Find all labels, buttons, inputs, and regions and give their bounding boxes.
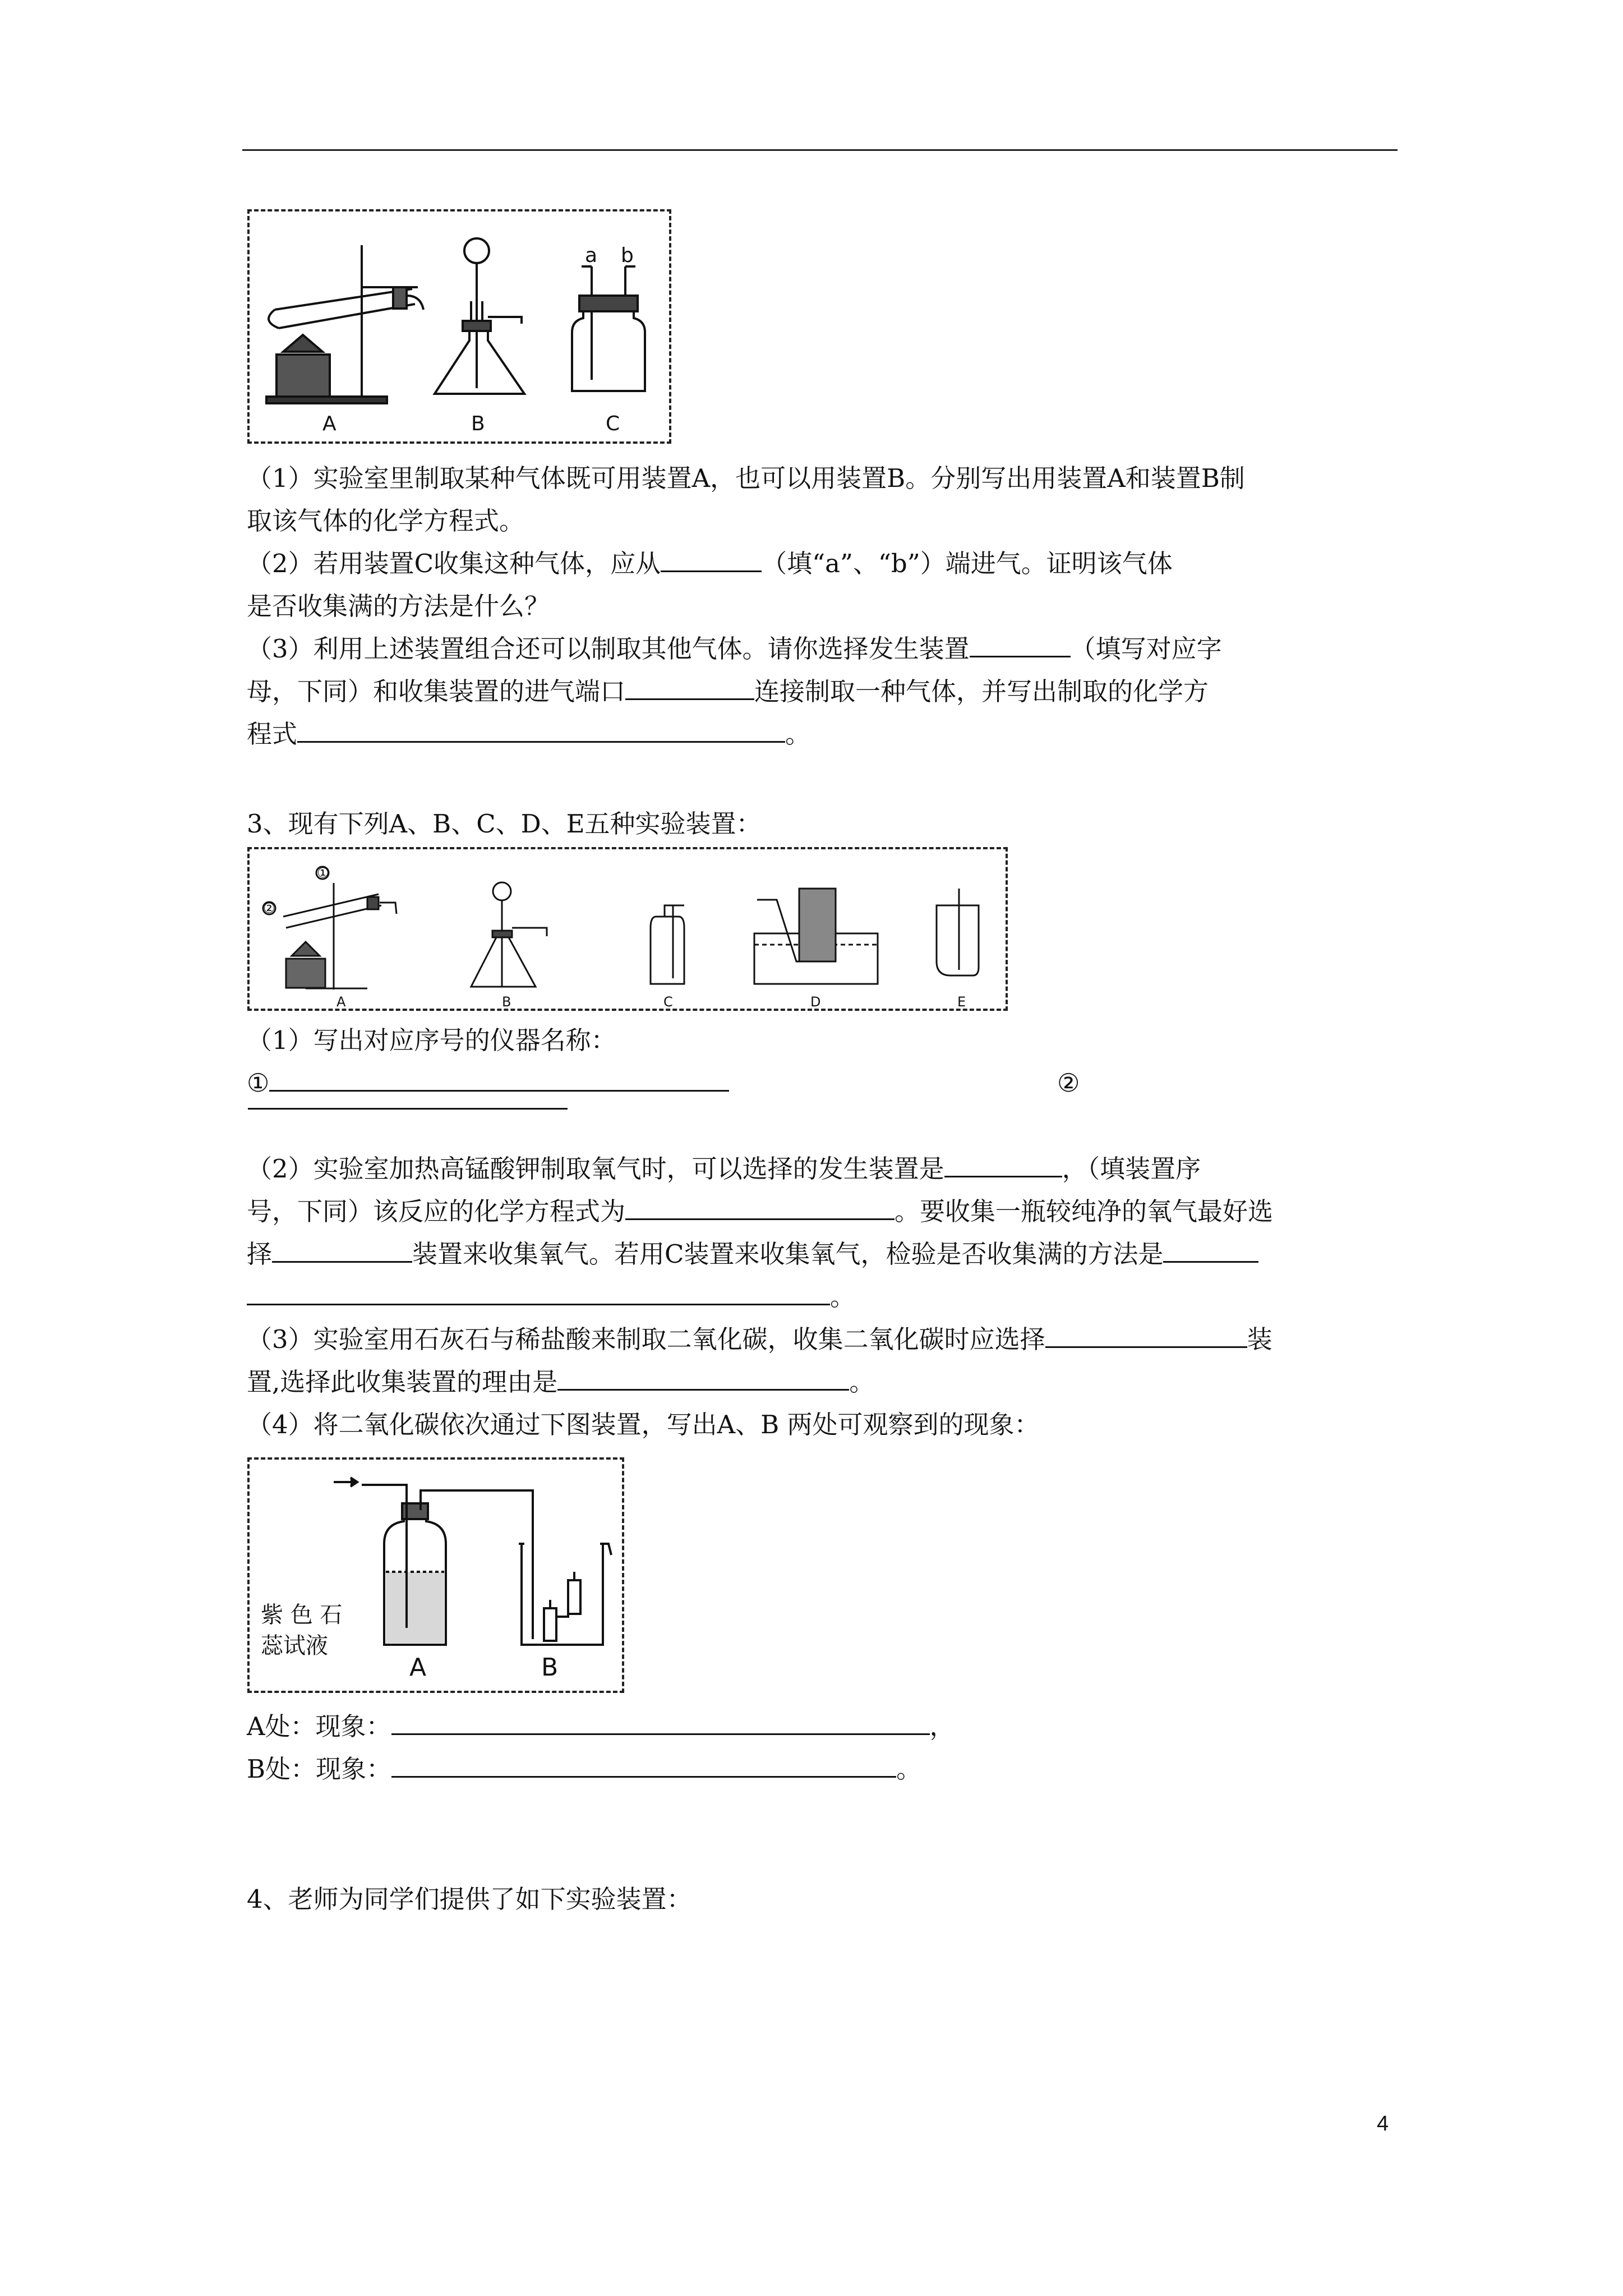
q3-a-observation: A处：现象： ， (247, 1705, 955, 1748)
answer-blank[interactable] (1163, 1233, 1258, 1263)
co2-apparatus-drawing (250, 1460, 626, 1695)
q3-p4: （4）将二氧化碳依次通过下图装置，写出A、B 两处可观察到的现象： (247, 1410, 1040, 1439)
q2-apparatus-drawing (250, 211, 674, 446)
q3-p1: （1）写出对应序号的仪器名称： (247, 1025, 616, 1055)
q2-label-A: A (322, 412, 336, 435)
q3-figure (247, 847, 1008, 1011)
answer-blank[interactable] (297, 713, 785, 743)
q3-p3-line1: （3）实验室用石灰石与稀盐酸来制取二氧化碳，收集二氧化碳时应选择 装 (247, 1318, 1272, 1361)
q2-p1-line2: 取该气体的化学方程式。 (247, 506, 525, 536)
q3-p1-marker2: ② (1057, 1068, 1080, 1098)
answer-blank[interactable] (269, 1062, 729, 1092)
q3-p3-line2: 置,选择此收集装置的理由是 。 (247, 1361, 874, 1404)
q3-p2-line2: 号，下同）该反应的化学方程式为 。要收集一瓶较纯净的氧气最好选 (247, 1190, 1273, 1233)
co2-fig-label-B: B (541, 1653, 559, 1682)
q3-p1-answers: ① (247, 1062, 729, 1105)
answer-blank[interactable] (391, 1705, 930, 1735)
answer-blank[interactable] (272, 1233, 412, 1263)
q2-p2-line2: 是否收集满的方法是什么？ (247, 591, 550, 621)
q2-p1-line1: （1）实验室里制取某种气体既可用装置A，也可以用装置B。分别写出用装置A和装置B制 (247, 463, 1245, 493)
answer-blank[interactable] (391, 1748, 896, 1778)
q3-p2-line3: 择 装置来收集氧气。若用C装置来收集氧气，检验是否收集满的方法是 (247, 1233, 1258, 1276)
co2-fig-label-A: A (409, 1653, 427, 1682)
answer-blank[interactable] (661, 542, 762, 572)
q3-heading: 3、现有下列A、B、C、D、E五种实验装置： (247, 809, 762, 839)
answer-blank[interactable] (944, 1148, 1062, 1177)
co2-fig-text-1: 紫 色 石 (261, 1602, 343, 1628)
answer-blank[interactable] (970, 628, 1071, 657)
q4-heading: 4、老师为同学们提供了如下实验装置： (247, 1884, 692, 1914)
header-rule (242, 149, 1398, 151)
q2-port-a: a (585, 244, 598, 267)
answer-blank[interactable] (247, 1276, 830, 1305)
answer-blank[interactable] (625, 670, 754, 700)
q3-b-observation: B处：现象： 。 (247, 1748, 921, 1791)
q3-p2-line4: 。 (247, 1276, 855, 1318)
q2-p3-line3: 程式 。 (247, 713, 810, 756)
page-number: 4 (1377, 2112, 1389, 2136)
answer-blank[interactable] (1045, 1318, 1247, 1348)
q2-label-B: B (471, 412, 485, 435)
q3-apparatus-drawing (250, 849, 1010, 1013)
q3-label-C: C (663, 994, 673, 1010)
q2-figure (247, 209, 671, 444)
co2-fig-text-2: 蕊试液 (261, 1633, 328, 1659)
q3-label-D: D (810, 994, 821, 1010)
q2-label-C: C (606, 412, 620, 435)
answer-blank[interactable] (248, 1108, 568, 1110)
q2-p2-line1: （2）若用装置C收集这种气体，应从 （填“a”、“b”）端进气。证明该气体 (247, 542, 1173, 585)
q2-p3-line2: 母，下同）和收集装置的进气端口 连接制取一种气体，并写出制取的化学方 (247, 670, 1209, 713)
q3-label-B: B (502, 994, 511, 1010)
q2-p3-line1: （3）利用上述装置组合还可以制取其他气体。请你选择发生装置 （填写对应字 (247, 628, 1222, 670)
q3-marker-1: ① (317, 865, 329, 881)
q3-label-E: E (957, 994, 966, 1010)
q3-label-A: A (336, 994, 346, 1010)
q3-marker-2: ② (263, 900, 275, 916)
answer-blank[interactable] (557, 1361, 849, 1391)
q3-co2-figure (247, 1457, 624, 1693)
q3-p2-line1: （2）实验室加热高锰酸钾制取氧气时，可以选择的发生装置是 ，（填装置序 (247, 1148, 1201, 1190)
q2-port-b: b (621, 244, 634, 267)
answer-blank[interactable] (625, 1190, 895, 1220)
